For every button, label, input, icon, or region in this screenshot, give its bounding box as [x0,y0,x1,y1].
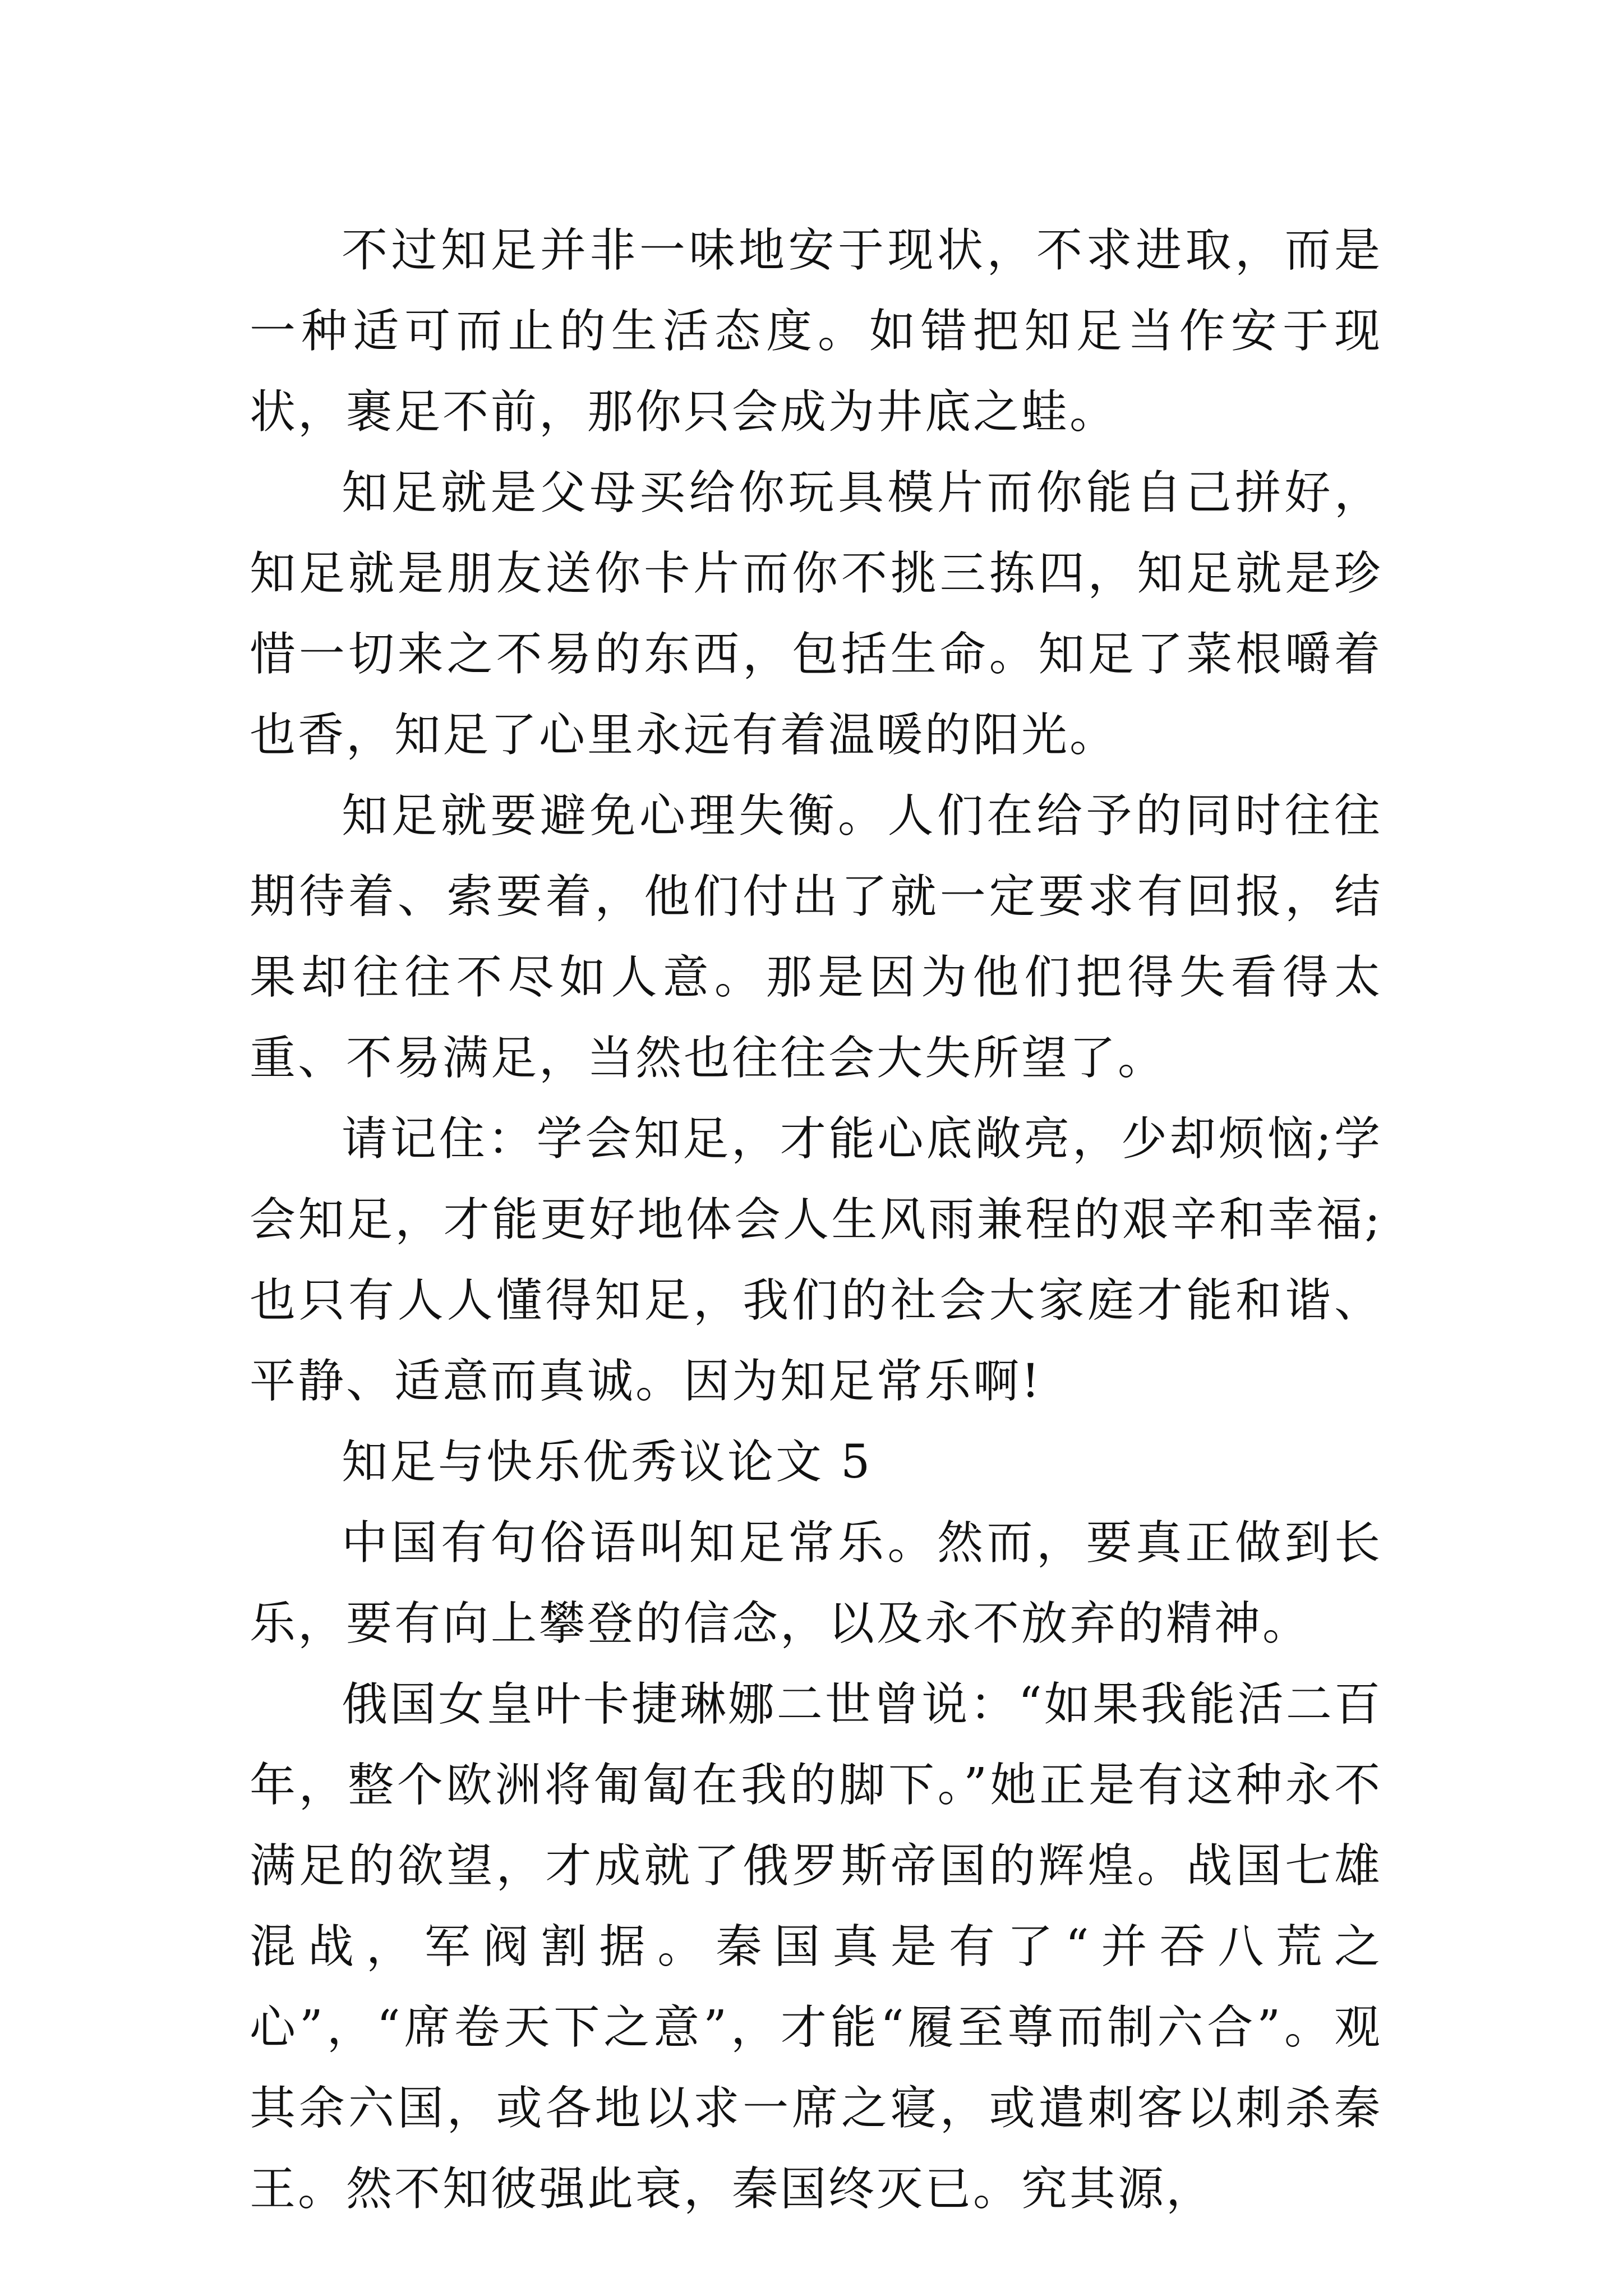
paragraph-4: 请记住：学会知足，才能心底敞亮，少却烦恼;学会知足，才能更好地体会人生风雨兼程的艰辛和幸福;也只有人人懂得知足，我们的社会大家庭才能和谐、平静、适意而真诚。因为知足常乐啊! [250,1112,1382,1408]
section-title: 知足与快乐优秀议论文 5 [342,1435,873,1489]
document-body [250,210,1382,2230]
paragraph-2: 知足就是父母买给你玩具模片而你能自己拼好，知足就是朋友送你卡片而你不挑三拣四，知足就是珍惜一切来之不易的东西，包括生命。知足了菜根嚼着也香，知足了心里永远有着温暖的阳光。 [250,466,1382,762]
paragraph-3: 知足就要避免心理失衡。人们在给予的同时往往期待着、索要着，他们付出了就一定要求有回报，结果却往往不尽如人意。那是因为他们把得失看得太重、不易满足，当然也往往会大失所望了。 [250,789,1382,1085]
section-paragraph-1: 中国有句俗语叫知足常乐。然而，要真正做到长乐，要有向上攀登的信念，以及永不放弃的精神。 [250,1516,1382,1650]
section-paragraph-2: 俄国女皇叶卡捷琳娜二世曾说：“如果我能活二百年，整个欧洲将匍匐在我的脚下。”她正是有这种永不满足的欲望，才成就了俄罗斯帝国的辉煌。战国七雄混战，军阀割据。秦国真是有了“并吞八荒之心”，“席卷天下之意”，才能“履至尊而制六合”。观其余六国，或各地以求一席之寝，或遣刺客以刺杀秦王。然不知彼强此衰，秦国终灭已。究其源， [250,1678,1382,2216]
paragraph-1: 不过知足并非一味地安于现状，不求进取，而是一种适可而止的生活态度。如错把知足当作安于现状，裹足不前，那你只会成为井底之蛙。 [250,224,1382,439]
